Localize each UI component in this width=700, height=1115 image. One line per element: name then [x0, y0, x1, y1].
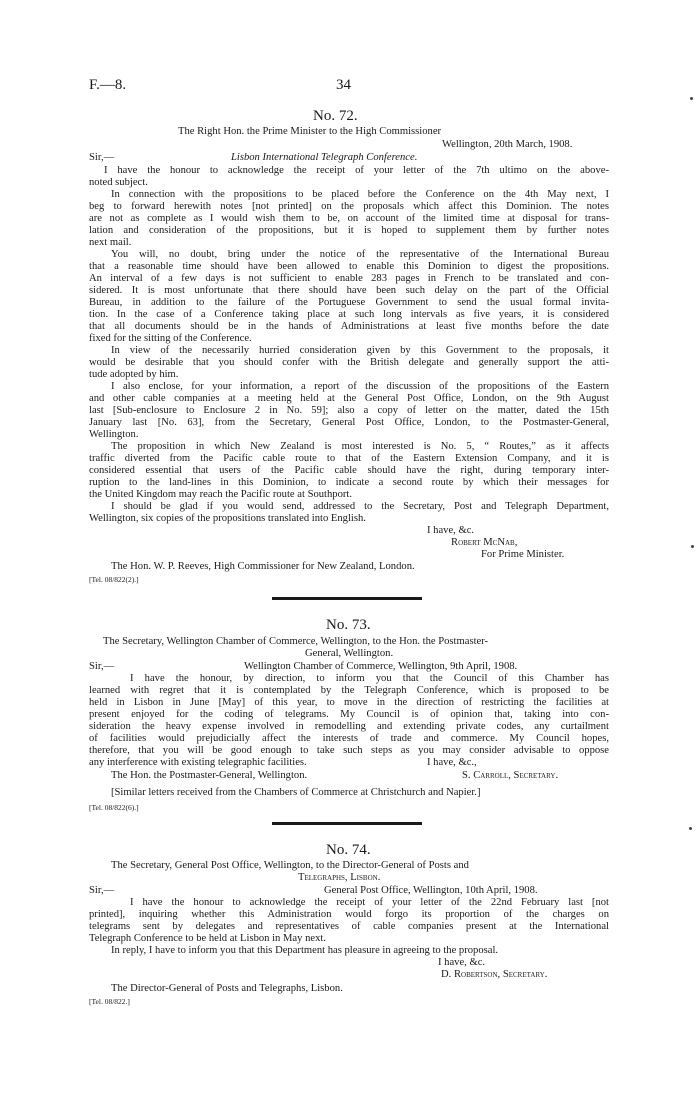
body-line: I have the honour, by direction, to inform you that the Council of this Chamber has: [130, 673, 609, 684]
reference: [Tel. 08/822.]: [89, 997, 130, 1006]
body-line: next mail.: [89, 237, 132, 248]
body-line: learned with regret that it is contemplated by the Telegraph Conference, which is proposed to be: [89, 685, 609, 696]
body-line: ruption to the land-lines in this Dominion, to indicate a second route by which their messages for: [89, 477, 609, 488]
body-line: the United Kingdom may reach the Pacific route at Southport.: [89, 489, 353, 500]
body-line: held in Lisbon in June [May] of this year, to move in the direction of restricting the facilities at: [89, 697, 609, 708]
letter-place-date: Wellington Chamber of Commerce, Wellington, 9th April, 1908.: [244, 661, 518, 672]
signature: S. Carroll, Secretary.: [462, 770, 559, 781]
salutation: Sir,—: [89, 885, 115, 896]
body-line: Telegraph Conference to be held at Lisbon in May next.: [89, 933, 326, 944]
body-line: You will, no doubt, bring under the notice of the representative of the International Bureau: [111, 249, 609, 260]
reference: [Tel. 08/822(6).]: [89, 803, 139, 812]
body-line: In reply, I have to inform you that this Department has pleasure in agreeing to the proposal.: [111, 945, 499, 956]
body-line: printed], inquiring whether this Administration would forgo its proportion of the charges on: [89, 909, 609, 920]
body-line: considered essential that users of the Pacific cable should have the right, during temporary inter-: [89, 465, 609, 476]
letter-from-to: Telegraphs, Lisbon.: [298, 872, 381, 883]
letter-from-to: General, Wellington.: [305, 648, 394, 659]
letter-from-to: The Secretary, Wellington Chamber of Commerce, Wellington, to the Hon. the Postmaster-: [103, 636, 489, 647]
body-line: of facilities would prejudicially affect the interests of trade and commerce. My Council hopes,: [89, 733, 609, 744]
body-line: fixed for the sitting of the Conference.: [89, 333, 252, 344]
body-line: would be desirable that you should confer with the British delegate and generally support the atti-: [89, 357, 609, 368]
body-line: traffic diverted from the Pacific cable route to that of the Eastern Extension Company, and it is: [89, 453, 609, 464]
signature-title: For Prime Minister.: [481, 549, 565, 560]
page-identifier: F.—8.: [89, 77, 127, 93]
salutation: Sir,—: [89, 661, 115, 672]
note: [Similar letters received from the Chambers of Commerce at Christchurch and Napier.]: [111, 787, 481, 798]
print-mark: [689, 827, 692, 830]
body-line: sideration the heavy expense involved in remodelling and extending private codes, any curtailment: [89, 721, 609, 732]
body-line: noted subject.: [89, 177, 148, 188]
body-line: telegrams sent by delegates and representatives of cable companies present at the International: [89, 921, 609, 932]
reference: [Tel. 08/822(2).]: [89, 575, 139, 584]
body-line: I have the honour to acknowledge the receipt of your letter of the 7th ultimo on the above-: [104, 165, 609, 176]
body-line: sidered. It is most unfortunate that there should have been such delay on the part of the Official: [89, 285, 609, 296]
body-line: therefore, that you will be good enough to take such steps as you may consider advisable to oppose: [89, 745, 609, 756]
body-line: any interference with existing telegraphic facilities.: [89, 757, 307, 768]
body-line: that a reasonable time should have been allowed to enable this Dominion to digest the propositions.: [89, 261, 609, 272]
body-line: present enjoyed for the coding of telegrams. My Council is of opinion that, taking into con-: [89, 709, 609, 720]
letter-place-date: Wellington, 20th March, 1908.: [442, 139, 573, 150]
body-line: are not as complete as I would wish them to be, on account of the limited time at disposal for trans-: [89, 213, 609, 224]
letter-number: No. 74.: [326, 842, 371, 858]
body-line: Wellington.: [89, 429, 139, 440]
section-divider: [272, 822, 422, 825]
letter-number: No. 73.: [326, 617, 371, 633]
letter-place-date: General Post Office, Wellington, 10th April, 1908.: [324, 885, 538, 896]
body-line: January last [No. 63], from the Secretary, General Post Office, London, to the Postmaster-General,: [89, 417, 609, 428]
body-line: The proposition in which New Zealand is most interested is No. 5, “ Routes,” as it affects: [111, 441, 609, 452]
body-line: I also enclose, for your information, a report of the discussion of the propositions of the Eastern: [111, 381, 609, 392]
body-line: and other cable companies at a meeting held at the General Post Office, London, on the 9th August: [89, 393, 609, 404]
print-mark: [690, 97, 693, 100]
addressee: The Hon. the Postmaster-General, Wellington.: [111, 770, 308, 781]
signature: D. Robertson, Secretary.: [441, 969, 548, 980]
salutation: Sir,—: [89, 152, 115, 163]
addressee: The Hon. W. P. Reeves, High Commissioner for New Zealand, London.: [111, 561, 415, 572]
body-line: I should be glad if you would send, addressed to the Secretary, Post and Telegraph Department,: [111, 501, 609, 512]
letter-from-to: The Right Hon. the Prime Minister to the High Commissioner: [178, 126, 442, 137]
body-line: In view of the necessarily hurried consideration given by this Government to the proposals, it: [111, 345, 609, 356]
page-number: 34: [336, 77, 351, 93]
body-line: Wellington, six copies of the propositions translated into English.: [89, 513, 366, 524]
letter-number: No. 72.: [313, 108, 358, 124]
letter-from-to: The Secretary, General Post Office, Wellington, to the Director-General of Posts and: [111, 860, 469, 871]
print-mark: [691, 545, 694, 548]
section-divider: [272, 597, 422, 600]
addressee: The Director-General of Posts and Telegraphs, Lisbon.: [111, 983, 343, 994]
body-line: In connection with the propositions to be placed before the Conference on the 4th May next, I: [111, 189, 609, 200]
closing: I have, &c.,: [427, 757, 477, 768]
body-line: tion. In the case of a Conference taking place at such long intervals as five years, it is considered: [89, 309, 609, 320]
letter-subject: Lisbon International Telegraph Conference.: [231, 152, 418, 163]
body-line: tude adopted by him.: [89, 369, 179, 380]
signature: Robert McNab,: [451, 537, 518, 548]
body-line: lation and consideration of the propositions, but it is hoped to supplement them by further notes: [89, 225, 609, 236]
body-line: last [Sub-enclosure to Enclosure 2 in No. 59]; also a copy of letter on the matter, dated the 15th: [89, 405, 609, 416]
body-line: that all documents should be in the hands of Administrations at least five months before the date: [89, 321, 609, 332]
body-line: Bureau, in addition to the failure of the Portuguese Government to send the usual formal invita-: [89, 297, 609, 308]
body-line: An interval of a few days is not sufficient to enable 283 pages in French to be translated and con-: [89, 273, 609, 284]
closing: I have, &c.: [438, 957, 486, 968]
body-line: beg to forward herewith notes [not printed] on the proposals which affect this Dominion. The notes: [89, 201, 609, 212]
body-line: I have the honour to acknowledge the receipt of your letter of the 22nd February last [not: [130, 897, 609, 908]
closing: I have, &c.: [427, 525, 475, 536]
